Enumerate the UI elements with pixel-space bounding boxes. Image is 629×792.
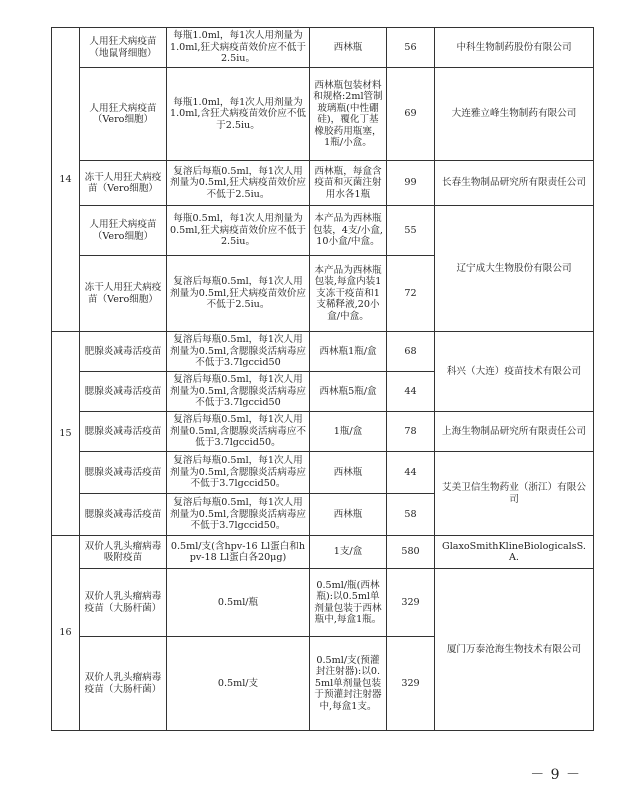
product-name: 腮腺炎减毒活疫苗 [80,372,167,412]
table-row [52,412,594,452]
packaging: 西林瓶 [310,494,387,536]
price: 78 [387,412,435,452]
table-row [52,452,594,494]
price: 44 [387,452,435,494]
group-number: 16 [52,536,80,731]
table-row [52,161,594,206]
packaging: 西林瓶1瓶/盒 [310,332,387,372]
price: 329 [387,637,435,731]
product-spec: 复溶后每瓶0.5ml，每1次人用剂量为0.5ml,含腮腺炎活病毒应不低于3.7lgccid50。 [167,494,310,536]
price: 56 [387,28,435,68]
manufacturer: 科兴（大连）疫苗技术有限公司 [435,332,594,412]
product-name: 腮腺炎减毒活疫苗 [80,494,167,536]
packaging: 西林瓶5瓶/盒 [310,372,387,412]
group-number: 14 [52,28,80,332]
manufacturer: 长春生物制品研究所有限责任公司 [435,161,594,206]
price: 58 [387,494,435,536]
packaging: 西林瓶包装材料和规格:2ml管制玻璃瓶(中性硼硅)，覆化丁基橡胶药用瓶塞，1瓶/小盒。 [310,68,387,161]
page-number: － 9 － [530,767,581,783]
product-name: 肥腺炎减毒活疫苗 [80,332,167,372]
price: 55 [387,206,435,256]
product-spec: 复溶后每瓶0.5ml，每1次人用剂量0.5ml,含腮腺炎活病毒应不低于3.7lgccid50。 [167,412,310,452]
manufacturer: 中科生物制药股份有限公司 [435,28,594,68]
product-spec: 0.5ml/瓶 [167,569,310,637]
product-name: 人用狂犬病疫苗（地鼠肾细胞） [80,28,167,68]
product-spec: 复溶后每瓶0.5ml，每1次人用剂量为0.5ml,含腮腺炎活病毒应不低于3.7lgccid50 [167,332,310,372]
price: 69 [387,68,435,161]
product-name: 双价人乳头瘤病毒吸附疫苗 [80,536,167,569]
packaging: 1瓶/盒 [310,412,387,452]
product-spec: 复溶后每瓶0.5ml，每1次人用剂量为0.5ml,狂犬病疫苗效价应不低于2.5iu。 [167,256,310,332]
table-row [52,206,594,256]
product-name: 人用狂犬病疫苗（Vero细胞） [80,68,167,161]
table-row [52,569,594,637]
product-name: 双价人乳头瘤病毒疫苗（大肠杆菌） [80,637,167,731]
product-spec: 每瓶0.5ml，每1次人用剂量为0.5ml,狂犬病疫苗效价应不低于2.5iu。 [167,206,310,256]
manufacturer: 大连雅立峰生物制药有限公司 [435,68,594,161]
packaging: 0.5ml/支(预灌封注射器):以0.5ml单剂量包装于预灌封注射器中,每盒1支。 [310,637,387,731]
product-name: 冻干人用狂犬病疫苗（Vero细胞） [80,161,167,206]
table-row [52,68,594,161]
table-row [52,536,594,569]
table-row [52,28,594,68]
packaging: 0.5ml/瓶(西林瓶):以0.5ml单剂量包装于西林瓶中,每盒1瓶。 [310,569,387,637]
manufacturer: 厦门万泰沧海生物技术有限公司 [435,569,594,731]
manufacturer: 辽宁成大生物股份有限公司 [435,206,594,332]
product-spec: 复溶后每瓶0.5ml，每1次人用剂量为0.5ml,含腮腺炎活病毒应不低于3.7lgccid50 [167,372,310,412]
price: 99 [387,161,435,206]
product-spec: 每瓶1.0ml，每1次人用剂量为1.0ml,狂犬病疫苗效价应不低于2.5iu。 [167,28,310,68]
product-spec: 0.5ml/支(含hpv-16 Ll蛋白和hpv-18 Ll蛋白各20μg) [167,536,310,569]
vaccine-price-table [51,27,594,731]
packaging: 西林瓶 [310,452,387,494]
price: 68 [387,332,435,372]
packaging: 西林瓶，每盒含疫苗和灭菌注射用水各1瓶 [310,161,387,206]
price: 44 [387,372,435,412]
price: 580 [387,536,435,569]
packaging: 西林瓶 [310,28,387,68]
price: 329 [387,569,435,637]
manufacturer: 艾美卫信生物药业（浙江）有限公司 [435,452,594,536]
packaging: 本产品为西林瓶包装,每盒内装1支冻干疫苗和1支稀释液,20小盒/中盒。 [310,256,387,332]
product-name: 人用狂犬病疫苗（Vero细胞） [80,206,167,256]
price: 72 [387,256,435,332]
product-spec: 每瓶1.0ml，每1次人用剂量为1.0ml,含狂犬病疫苗效价应不低于2.5iu。 [167,68,310,161]
product-name: 冻干人用狂犬病疫苗（Vero细胞） [80,256,167,332]
product-name: 腮腺炎减毒活疫苗 [80,452,167,494]
table-row [52,332,594,372]
packaging: 本产品为西林瓶包装，4支/小盒,10小盒/中盒。 [310,206,387,256]
manufacturer: 上海生物制品研究所有限责任公司 [435,412,594,452]
product-spec: 复溶后每瓶0.5ml，每1次人用剂量为0.5ml,狂犬病疫苗效价应不低于2.5iu。 [167,161,310,206]
packaging: 1支/盒 [310,536,387,569]
product-spec: 复溶后每瓶0.5ml，每1次人用剂量为0.5ml,含腮腺炎活病毒应不低于3.7lgccid50。 [167,452,310,494]
group-number: 15 [52,332,80,536]
product-name: 腮腺炎减毒活疫苗 [80,412,167,452]
product-spec: 0.5ml/支 [167,637,310,731]
product-name: 双价人乳头瘤病毒疫苗（大肠杆菌） [80,569,167,637]
manufacturer: GlaxoSmithKlineBiologicalsS.A. [435,536,594,569]
